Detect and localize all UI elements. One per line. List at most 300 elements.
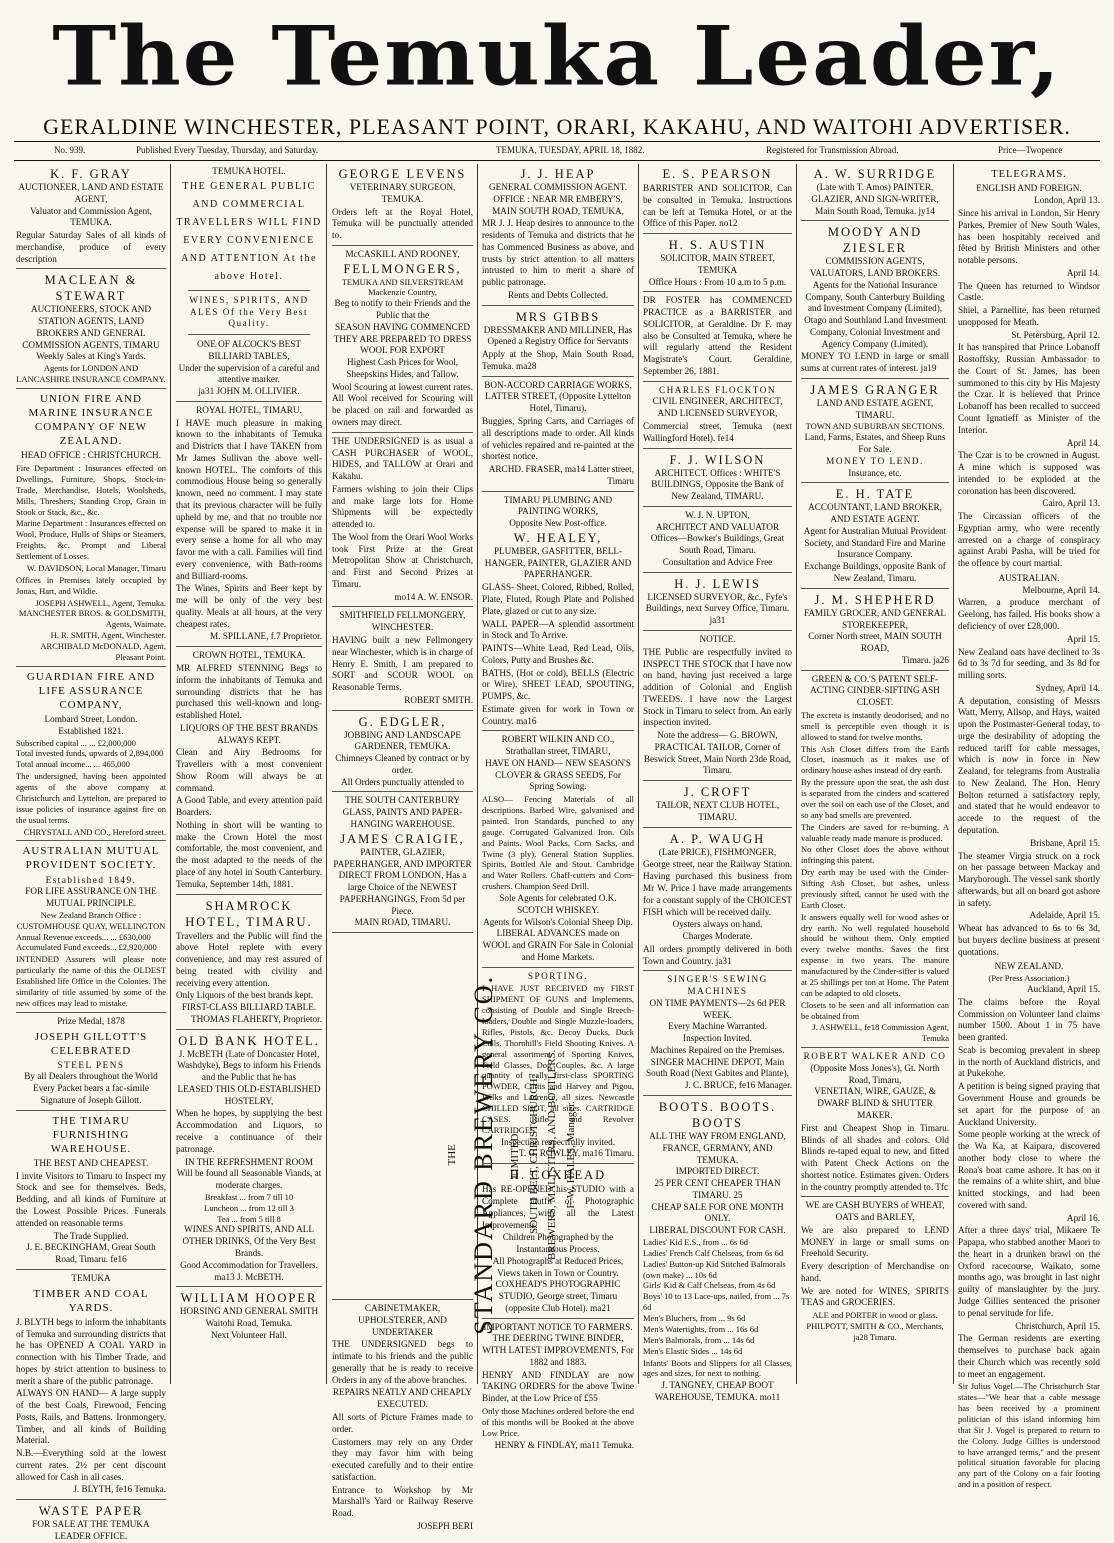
ad-text: DR FOSTER has COMMENCED PRACTICE as a BARRISTER and SOLICITOR, at Geraldine. Dr F. may also be Consulted at Temuka, where he will regularly attend the Resident Magistrate's Court. Geraldine, September 26, 1881. xyxy=(643,295,792,376)
ad-text: THE BEST AND CHEAPEST. xyxy=(33,1157,149,1168)
ad-text: OFFICE : NEAR MR EMBERY'S, MAIN SOUTH ROAD, TEMUKA, xyxy=(492,193,624,216)
news-item: Wheat has advanced to 6s to 6s 3d, but buyers decline business at present quotations. xyxy=(958,923,1100,957)
masthead xyxy=(0,0,1114,122)
ad-dr-foster xyxy=(643,295,792,377)
ad-tate xyxy=(801,486,949,584)
dateline: Sydney, April 14. xyxy=(1035,682,1100,693)
ad-text: Exchange Buildings, opposite Bank of New Zealand, Timaru. xyxy=(804,561,946,584)
ad-ensor xyxy=(332,436,473,604)
ad-text: FOR LIFE ASSURANCE ON THE MUTUAL PRINCIPLE. xyxy=(25,886,157,909)
ad-text: ROBERT SMITH. xyxy=(404,694,473,705)
ad-boots xyxy=(643,1099,792,1404)
ad-text: Entrance to Workshop by Mr Marshall's Yard or Railway Reserve Road. xyxy=(332,1484,473,1519)
ad-heading: MRS GIBBS xyxy=(515,309,601,324)
price-line: Ladies' Button-up Kid Stitched Balmorals (own make) ... 10s 6d xyxy=(643,1258,786,1280)
ad-text: Children Photographed by the Instantaneous Process. xyxy=(502,1232,614,1255)
ad-text: Dry earth may be used with the Cinder-Sifting Ash Closet, but ashes, unless previously sifted, cannot be used with the Earth Closet. xyxy=(801,867,949,910)
issue-date: TEMUKA, TUESDAY, APRIL 18, 1882. xyxy=(496,145,645,155)
news-item: The Queen has returned to Windsor Castle. xyxy=(958,280,1100,303)
ad-text: J. McBETH (Late of Doncaster Hotel, Washdyke), Begs to inform his Friends and the Public that he has xyxy=(177,1048,321,1083)
ad-craigie xyxy=(332,795,473,929)
ad-text: CIVIL ENGINEER, ARCHITECT, AND LICENSED SURVEYOR, xyxy=(652,396,783,419)
ad-heading: J. M. SHEPHERD xyxy=(814,592,936,607)
ad-text: REPAIRS NEATLY AND CHEAPLY EXECUTED. xyxy=(332,1387,473,1410)
column-2 xyxy=(176,166,322,1381)
ad-text: Nothing in short will be wanting to make the Crown Hotel the most comfortable, the most convenient, and the most adapted to the needs of the place of any hotel in South Canterbury. Temuka, September 14th, 1881. xyxy=(176,819,322,889)
ad-text: Has RE-OPENED his STUDIO with a Complete Outfit of Photographic Appliances, with all the Latest Improvements. xyxy=(482,1184,634,1230)
ad-text: CHEAP SALE FOR ONE MONTH ONLY. xyxy=(651,1201,784,1224)
ad-text: J. BLYTH begs to inform the inhabitants of Temuka and surrounding districts that he has OPENED A COAL YARD in connection with his Timber Trade, and hopes by strict attention to business to merit a share of the public patronage. xyxy=(16,1316,166,1386)
ad-text: BREWERS, MALTSTERS, AND BOTTLERS. xyxy=(546,1049,559,1261)
ad-text: THE UNDERSIGNED begs to intimate to his friends and the public generally that he is ready to receive Orders in any of the above branches. xyxy=(332,1339,473,1385)
ad-text: LATTER STREET, (Opposite Lyttelton Hotel, Timaru). xyxy=(485,391,631,414)
ad-heading: F. J. WILSON xyxy=(669,452,766,467)
dateline: April 15. xyxy=(1066,633,1100,644)
ad-text: SOUTH BELT, CHRISTCHURCH, xyxy=(527,1075,540,1235)
ad-text: Good Accommodation for Travellers. ma13 J. McBETH. xyxy=(180,1259,318,1282)
ad-text: ARCHITECT AND VALUATOR xyxy=(655,521,780,532)
ad-text: The excreta is instantly deodorised, and no smell is perceptible even though it is allowed to stand for twelve months. xyxy=(801,709,949,742)
ad-text: DRESSMAKER AND MILLINER, Has Opened a Registry Office for Servants xyxy=(483,324,633,347)
ad-text: The Wool from the Orari Wool Works took First Prize at the Great Metropolitan Show at Christchurch, and First and Second Prizes at Timaru. xyxy=(332,531,473,589)
ad-heading: AUSTRALIAN MUTUAL PROVIDENT SOCIETY. xyxy=(22,845,160,872)
ad-text: ALE and PORTER in wood or glass. PHILPOTT, SMITH & CO., Merchants, ja28 Timaru. xyxy=(806,1310,944,1342)
column-7-telegrams xyxy=(958,166,1100,1490)
ad-text: Established 1849. xyxy=(45,874,137,885)
ad-heading: WILLIAM HOOPER xyxy=(180,1291,318,1306)
ad-text: Land, Farms, Estates, and Sheep Runs For Sale. xyxy=(804,432,946,455)
ad-upton xyxy=(643,510,792,569)
ad-text: LIBERAL ADVANCES made on WOOL and GRAIN For Sale in Colonial and Home Markets. xyxy=(482,928,634,962)
ad-text: By all Dealers throughout the World xyxy=(24,1071,158,1082)
ad-text: PLUMBER, GASFITTER, BELL-HANGER, PAINTER, GLAZIER AND PAPERHANGER. xyxy=(484,545,632,580)
column-divider xyxy=(796,164,797,1384)
ad-text: We are noted for WINES, SPIRITS TEAS and GROCERIES. xyxy=(801,1285,949,1308)
ad-text: George street, near the Railway Station. Having purchased this business from Mr W. Price I have made arrangements for a constant supply of the CHOICEST FISH which will be received daily. xyxy=(643,859,792,917)
ad-heading: ROBERT WALKER AND CO xyxy=(803,1051,947,1062)
ad-union-fire xyxy=(16,392,166,663)
ad-heading: G. EDGLER, xyxy=(358,714,447,729)
column-divider xyxy=(638,164,639,1384)
price: Price—Twopence xyxy=(998,145,1063,155)
ad-text: MAIN ROAD, TIMARU. xyxy=(354,917,451,928)
ad-text: Rents and Debts Collected. xyxy=(507,289,609,300)
ad-text: IN THE REFRESHMENT ROOM Will be found all Seasonable Viands, at moderate charges. xyxy=(176,1156,322,1191)
ad-text: Estimate given for work in Town or Country. ma16 xyxy=(482,703,634,726)
ad-philpott xyxy=(801,1200,949,1343)
news-item: The steamer Virgia struck on a rock on her passage between Mackay and Maryborough. The vessel sank shortly afterwards, but all on board got ashore in safety. xyxy=(958,850,1100,908)
news-item: After a three days' trial, Mikaere Te Papapa, who stabbed another Maori to the heart in a drunken brawl on the Oxford racecourse, Waikato, some months ago, was brought in last night guilty of manslaughter by the jury. Judge Gillies sentenced the prisoner to penal servitude for life. xyxy=(958,1225,1100,1318)
ad-text: Sole Agents for celebrated O.K. SCOTCH WHISKEY. xyxy=(499,893,617,915)
ad-text: Under the supervision of a careful and attentive marker. xyxy=(178,362,320,385)
ad-text: We are also prepared to LEND MONEY in large or small sums on Freehold Security. xyxy=(801,1224,949,1259)
dateline: Christchurch, April 15. xyxy=(1015,1320,1100,1331)
ad-text: (Late PRICE), FISHMONGER, xyxy=(658,846,777,857)
ad-heading: JOSEPH GILLOTT'S CELEBRATED xyxy=(34,1030,148,1057)
dateline: Adelaide, April 15. xyxy=(1029,910,1100,921)
ad-text: STEEL PENS xyxy=(57,1059,125,1070)
ad-text: Waitohi Road, Temuka. xyxy=(205,1318,293,1329)
ad-text: It answers equally well for wood ashes or dry earth. No well regulated household should be without them. Only emptied every twelve months. Saves the first expense in two years. The manure manufactured by the Cinder-sifter is valued at 25 shillings per ton at Home. The Patent can be adapted to old closets. xyxy=(801,911,949,998)
news-item: Some people working at the wreck of the Wa Ka, at Kaipara, discovered another body close to where the Rona's boat came ashore. It has on it the remains of a white shirt, and blue knitted stockings, and had been covered with sand. xyxy=(958,1129,1100,1210)
ad-text: GENERAL COMMISSION AGENT. xyxy=(488,182,628,192)
ad-notice-brown xyxy=(643,634,792,777)
ad-text: COMMISSION AGENTS, VALUATORS, LAND BROKERS. xyxy=(809,256,941,279)
ad-text: By the pressure upon the seat, the ash dust is separated from the cinders and scattered over the soil on each use of the Closet, and so any bad smells are prevented. xyxy=(801,777,949,820)
price-line: Men's Bluchers, from ... 9s 6d xyxy=(643,1313,746,1324)
ad-heading: W. J. N. UPTON, xyxy=(685,509,750,520)
ad-text: Buggies, Spring Carts, and Carriages of all descriptions made to order. All kinds of vehicles repaired and re-painted at the shortest notice. xyxy=(482,416,634,462)
ad-text: Farmers wishing to join their Clips and make large lots for Home Shipments will be expectedly attended to. xyxy=(332,483,473,530)
ad-text: ja31 JOHN M. OLLIVIER. xyxy=(198,386,300,397)
ad-text: New Zealand Branch Office : CUSTOMHOUSE QUAY, WELLINGTON xyxy=(16,909,166,931)
ad-text: When he hopes, by supplying the best Accommodation and Liquors, to receive a continuance of their patronage. xyxy=(176,1108,322,1154)
ad-text: The Trade Supplied. xyxy=(53,1230,129,1241)
ad-text: MONEY TO LEND in large or small sums at current rates of interest. ja19 xyxy=(801,351,949,374)
ad-text: J. TANGNEY, CHEAP BOOT WAREHOUSE, TEMUKA. mo11 xyxy=(654,1380,781,1403)
ad-text: M. SPILLANE, f.7 Proprietor. xyxy=(209,631,322,642)
ad-heading: CHARLES FLOCKTON xyxy=(659,384,776,395)
ad-heading: MACLEAN & STEWART xyxy=(44,273,138,304)
ad-text: Apply at the Shop, Main South Road, Temuka. ma28 xyxy=(482,349,634,371)
ad-text: The Wines, Spirits and Beer kept by me will be only of the very best quality. Meals at all hours, at the very cheapest rates. xyxy=(176,583,322,629)
ad-text: Clean and Airy Bedrooms for Travellers with a most convenient Show Room will always be at command. xyxy=(176,747,322,793)
issue-info-bar xyxy=(18,145,1098,159)
ad-text: ARCHITECT. Offices : WHITE'S BUILDINGS, Opposite the Bank of New Zealand, TIMARU. xyxy=(651,467,784,502)
ad-heading: GUARDIAN FIRE AND LIFE ASSURANCE COMPANY, xyxy=(26,670,156,711)
ad-moody-ziesler xyxy=(801,224,949,375)
ad-heading: ROYAL HOTEL, TIMARU. xyxy=(196,404,302,415)
ad-text: FIRST-CLASS BILLIARD TABLE. xyxy=(181,1002,317,1013)
ad-text: I HAVE JUST RECEIVED my FIRST SHIPMENT OF GUNS and Implements, consisting of Double and Single Breech-loaders, Double and Single Muzzle-loaders, Rifles, Pistols, &c. Decoy Ducks, Duck Calls. Thornhill's Field Shooting Knives. A general assortment of Sporting Knives, Field Glasses, Dog Couples, &c. A large quantity of really first-class SPORTING POWDER, Curtis and Harvey and Pigou, Wilks and Laurence, all sizes. Newcastle CHILLED SHOT, all sizes. CARTRIDGE CASES. Rifle and Revolver CARTRIDGES. xyxy=(482,983,634,1135)
ad-singer xyxy=(643,974,792,1092)
ad-text: I invite Visitors to Timaru to Inspect my Stock and see for themselves. Beds, Bedding, and all kinds of Furniture at the Lowest Possible Prices. Funerals attended on reasonable terms xyxy=(16,1170,166,1228)
ad-text: LIQUORS OF THE BEST BRANDS ALWAYS KEPT. xyxy=(179,722,318,745)
ad-text: I HAVE much pleasure in making known to the inhabitants of Temuka and Districts that I have TAKEN from Mr James Sullivan the above well-known HOTEL. The comforts of this commodious House being so generally known, need no comment. I may state that its previous character will be fully upheld by me, and that no trouble nor expense will be spared to make it in every sense a home for all who may favor me with a call. Families will find every convenience, with Bath-rooms and Billiard-rooms. xyxy=(176,417,322,581)
ad-text: Chimneys Cleaned by contract or by order. xyxy=(335,753,470,775)
ad-william-hooper xyxy=(176,1290,322,1341)
ad-heading: H. J. LEWIS xyxy=(674,576,761,591)
price-line: Boys' 10 to 13 Lace-ups, nailed, from ... 7s 6d xyxy=(643,1291,790,1313)
telegrams-heading: TELEGRAMS. xyxy=(991,169,1067,180)
ad-bon-accord xyxy=(482,380,634,488)
ad-text: Insurance, etc. xyxy=(848,467,902,478)
ad-text: Subscribed capital ... ... £2,000,000 xyxy=(16,737,136,748)
ad-text: Offices in Premises lately occupied by Jonas, Hart, and Wildie. xyxy=(16,574,166,596)
column-divider xyxy=(953,164,954,1384)
ad-heap xyxy=(482,166,634,302)
ad-text: ALWAYS ON HAND— A large supply of the best Coals, Firewood, Fencing Posts, Rails, and Battens. Ironmongery, Timber, and all kinds of Building Material. xyxy=(16,1388,166,1446)
ad-heading: A. P. WAUGH xyxy=(669,831,766,846)
ad-text: Oysters always on hand. xyxy=(672,919,763,930)
news-item: Since his arrival in London, Sir Henry Parkes, Premier of New South Wales, has been hospitably received and fêted by British Ministers and other notable persons. xyxy=(958,207,1100,266)
ad-heading: H. COXHEAD xyxy=(509,1168,607,1183)
section-heading: AUSTRALIAN. xyxy=(998,572,1060,583)
ad-text: ALL THE WAY FROM ENGLAND, FRANCE, GERMANY, AND TEMUKA. xyxy=(649,1131,786,1165)
ad-text: SOLICITOR, MAIN STREET, TEMUKA xyxy=(660,253,775,275)
column-5 xyxy=(643,166,792,1403)
masthead-subtitle: GERALDINE WINCHESTER, PLEASANT POINT, ORARI, KAKAHU, AND WAITOHI ADVERTISER. xyxy=(43,114,1071,139)
ad-text: FOR SALE AT THE TEMUKA LEADER OFFICE. xyxy=(32,1519,150,1542)
ad-text: ARCHIBALD McDONALD, Agent, Pleasant Point. xyxy=(40,641,166,662)
dateline: Melbourne, April 14. xyxy=(1022,584,1100,595)
column-divider xyxy=(170,164,171,1384)
news-item: The Circassian officers of the Egyptian army, who were recently arrested on a charge of conspiracy against Arabi Pasha, will be tried for the offence by court martial. xyxy=(958,511,1100,569)
news-item: A deputation, consisting of Messrs Watt, Merry, Allsop, and Hays, waited upon the Postmaster-General today, to urge the desirability of adopting the reduced tariff for cable messages, which is now in force in New Zealand, for telegrams from Australia to New Zealand. The Hon. Henry Bolton returned a satisfactory reply, and stated that he would endeavor to accede to the request of the deputation. xyxy=(958,695,1100,836)
ad-text: First and Cheapest Shop in Timaru. Blinds of all shades and colors. Old Blinds re-taped equal to new, and fitted with Patent Check Actions on the shortest notice. Estimates given. Orders in the country promptly attended to. Tfc xyxy=(801,1122,949,1192)
ad-text: THE Public are respectfully invited to INSPECT THE STOCK that I have now on hand, having just received a large addition of Colonial and English TWEEDS. I have now the Largest Stock in Timaru to select from. An early inspection invited. xyxy=(643,646,792,728)
dateline: Cairo, April 13. xyxy=(1042,498,1100,509)
ad-text: Office Hours : From 10 a.m to 5 p.m. xyxy=(648,276,787,287)
ad-crown-hotel xyxy=(176,650,322,890)
ad-text: H. R. SMITH, Agent, Winchester. xyxy=(50,630,166,641)
ad-heading: GREEN & CO.'S PATENT SELF-ACTING CINDER-SIFTING ASH CLOSET. xyxy=(810,673,940,708)
ad-mrs-gibbs xyxy=(482,309,634,373)
ad-text: WINES, SPIRITS, AND ALES Of the Very Best Quality. xyxy=(189,294,309,329)
ad-heading: CROWN HOTEL, TEMUKA. xyxy=(192,650,306,661)
news-item: New Zealand oats have declined to 3s 6d to 3s 7d for seeding, and 3s 8d for milling sorts. xyxy=(958,646,1100,681)
ad-heading: K. F. GRAY xyxy=(50,167,132,181)
ad-text: WINES AND SPIRITS, AND ALL OTHER DRINKS, Of the Very Best Brands. xyxy=(182,1224,316,1258)
ad-text: Established 1821. xyxy=(58,725,124,736)
ad-text: TAILOR, NEXT CLUB HOTEL, TIMARU. xyxy=(655,800,780,822)
ad-heading: STANDARD BREWERY CO. xyxy=(468,975,498,1335)
ad-text: The undersigned, having been appointed agents of the above company at Christchurch and Lyttelton, are prepared to issue policies of insurance against fire on the usual terms. xyxy=(16,771,166,825)
news-item: Sir Julius Vogel.—The Christchurch Star states—"We hear that a cable message has been received by a prominent politician of this island informing him that Sir J. Vogel is prepared to return to the Colony. Judge Gillies is understood to have arranged terms," and the present political situation favorable for placing any part of the Colony on a fair footing and in a position of respect. xyxy=(958,1381,1100,1490)
ad-heading: THE TIMARU FURNISHING WAREHOUSE. xyxy=(50,1114,132,1155)
dateline: London, April 13. xyxy=(1034,195,1100,206)
ad-text: Every Machine Warranted. xyxy=(668,1021,767,1032)
ad-text: GLASS, PAINTS AND PAPER-HANGING WAREHOUSE. xyxy=(342,807,463,829)
ad-text: INTENDED Assurers will please note particularly the name of this the OLDEST Established life Office in the Colonies. The similarity of title assumed by some of the new offices may lead to mistake. xyxy=(16,954,166,1008)
ad-heading: H. S. AUSTIN xyxy=(668,238,767,253)
ad-text: Consultation and Advice Free xyxy=(662,556,773,567)
ad-text: AUCTIONEERS, STOCK AND STATION AGENTS, LAND BROKERS AND GENERAL COMMISSION AGENTS, TIMARU xyxy=(22,304,160,350)
ad-text: THE UNDERSIGNED is as usual a CASH PURCHASER of WOOL, HIDES, and TALLOW at Orari and Kakahu. xyxy=(332,435,473,482)
ad-heading: MOODY AND ZIESLER xyxy=(827,225,923,256)
ad-furnishing-warehouse xyxy=(16,1114,166,1266)
ad-text: J. E. BECKINGHAM, Great South Road, Timaru. fe16 xyxy=(26,1242,156,1265)
masthead-title: The Temuka Leader, xyxy=(52,8,1062,105)
price-line: Men's Elastic Sides ... 14s 6d xyxy=(643,1345,743,1356)
ad-text: mo14 A. W. ENSOR. xyxy=(394,591,473,602)
publication-schedule: Published Every Tuesday, Thursday, and Saturday. xyxy=(136,145,319,155)
ad-text: GLASS- Sheet, Colored, Ribbed, Rolled, Plate, Fluted, Rough Plate and Polished Plate, glazed or cut to any size. xyxy=(482,582,634,616)
ad-text: JOBBING AND LANDSCAPE GARDENER, TEMUKA. xyxy=(344,729,461,752)
ad-heading: OLD BANK HOTEL. xyxy=(178,1033,320,1048)
ad-text: LEASED THIS OLD-ESTABLISHED HOSTELRY, xyxy=(177,1083,321,1106)
ad-lewis xyxy=(643,576,792,627)
ad-heading: SPORTING. xyxy=(527,970,589,981)
column-1 xyxy=(16,166,166,1542)
ad-heading: JAMES CRAIGIE, xyxy=(340,831,465,846)
ad-text: J. BLYTH, fe16 Temuka. xyxy=(73,1484,166,1495)
ad-text: HAVE ON HAND— NEW SEASON'S CLOVER & GRASS SEEDS, For Spring Sowing. xyxy=(485,757,631,792)
ad-heading: ROBERT WILKIN AND CO., Strathallan street, TIMARU, xyxy=(501,734,615,757)
ad-text: Agents for LONDON AND LANCASHIRE INSURANCE COMPANY. xyxy=(16,363,166,385)
ad-heading: SMITHFIELD FELLMONGERY, WINCHESTER. xyxy=(339,610,466,633)
news-item: Warren, a produce merchant of Geelong, has failed. His books show a deficiency of over £28,000. xyxy=(958,597,1100,631)
ad-text: ON TIME PAYMENTS—2s 6d PER WEEK. xyxy=(649,997,786,1020)
ad-text: All sorts of Picture Frames made to order. xyxy=(332,1411,473,1434)
ad-text: WALL PAPER—A splendid assortment in Stock and To Arrive. xyxy=(482,618,634,641)
ad-text: Customers may rely on any Order they may favor him with being executed carefully and to their entire satisfaction. xyxy=(332,1436,473,1482)
ad-text: Wool Scouring at lowest current rates. All Wool received for Scouring will be placed on rail and forwarded as owners may direct. xyxy=(332,381,473,427)
section-heading: NEW ZEALAND. xyxy=(994,961,1064,972)
ad-heading: BON-ACCORD CARRIAGE WORKS, xyxy=(484,379,632,390)
ad-text: Commercial street, Temuka (next Wallingford Hotel). fe14 xyxy=(643,421,792,443)
ad-heading: SHAMROCK HOTEL, TIMARU. xyxy=(185,898,313,929)
ad-heading: WE are CASH BUYERS of WHEAT, OATS and BARLEY, xyxy=(805,1200,945,1223)
ad-text: Closets to be seen and all information can be obtained from xyxy=(801,999,949,1021)
ad-shepherd xyxy=(801,592,949,667)
ad-text: AUCTIONEER, LAND AND ESTATE AGENT, xyxy=(18,182,164,204)
ad-text: IMPORTED DIRECT. xyxy=(675,1166,760,1177)
ad-text: ALSO— Fencing Materials of all descriptions. Barbed Wire, galvanised and painted. Iron Standards, punched to any gauge. Corrugated Galvanized Iron. Oils and Paints. Wool Packs, Corn Sacks, and Twine (3 ply). General Station Supplies. Spirits, Bottled Ale and Stout. Cambridge and Water Rollers. Chaff-cutters and Corn-crushers. Champion Seed Drill. xyxy=(482,794,634,892)
ad-text: No other Closet does the above without infringing this patent. xyxy=(801,844,949,866)
news-item: The Czar is to be crowned in August. A mine which is supposed was intended to be exploded at the coronation has been discovered. xyxy=(958,450,1100,496)
ad-text: SEASON HAVING COMMENCED THEY ARE PREPARED TO DRESS WOOL FOR EXPORT xyxy=(333,321,472,356)
ad-text: HAVING built a new Fellmongery near Winchester, which is in charge of Henry E. Smith, I am prepared to SORT and SCOUR WOOL on Reasonable Terms. xyxy=(332,635,473,693)
ad-surridge xyxy=(801,166,949,217)
ad-old-bank-hotel xyxy=(176,1033,322,1284)
ad-edgler xyxy=(332,714,473,789)
ad-text: Agents for the National Insurance Company, South Canterbury Building and Investment Company (Limited), Otago and Southland Land Investment Company, Colonial Investment and Agency Company (Limited). xyxy=(804,279,946,349)
news-item: The German residents are exerting themselves to purchase back again their Church which was recently sold to meet an engagement. xyxy=(958,1333,1100,1379)
ad-text: Offices—Bowker's Buildings, Great South Road, Timaru. xyxy=(650,533,785,556)
ad-text: Fire Department : Insurances effected on Dwellings, Furniture, Shops, Stock-in-Trade, Merchandise, Hotels, Woolsheds, Mills, Threshers, Standing Crop, Grain in Stook or Stack, &c., &c. xyxy=(16,463,166,517)
news-item: It has transpired that Prince Lobanoff Rostoffsky, Russian Ambassador to the Court of St. James, has been summoned to this city by His Majesty the Czar. It is believed that Prince Lobanoff has been recalled to succeed Count Ignatieff as Minister of the Interior. xyxy=(958,342,1100,435)
ad-text: BARRISTER AND SOLICITOR, Can be consulted in Temuka. Instructions can be left at Temuka Hotel, or at the Office of this Paper. no12 xyxy=(643,183,792,229)
ad-heading: E. H. TATE xyxy=(835,487,915,502)
ad-text: Next Volunteer Hall. xyxy=(211,1329,287,1340)
column-divider xyxy=(326,164,327,1384)
ad-text: All orders promptly delivered in both Town and Country. ja31 xyxy=(643,943,792,966)
ad-heading: TIMBER AND COAL YARDS. xyxy=(33,1287,149,1314)
ad-text: PAINTER, GLAZIER, PAPERHANGER, AND IMPORTER DIRECT FROM LONDON, Has a large Choice of the NEWEST PAPERHANGINGS, From 5d per Piece. xyxy=(333,846,472,916)
ad-text: Only those Machines ordered before the end of this months will be Booked at the above Low Price. xyxy=(482,1406,634,1438)
ad-waste-paper xyxy=(16,1503,166,1543)
ad-heading: TIMARU PLUMBING AND PAINTING WORKS, xyxy=(503,494,613,517)
ad-text: W. DAVIDSON, Local Manager, Timaru xyxy=(26,562,166,573)
ad-text: MANCHESTER BROS. & GOLDSMITH, Agents, Waimate. xyxy=(18,608,166,630)
ad-text: Accumulated Fund exceeds... £2,920,000 xyxy=(16,942,157,953)
ad-gillott xyxy=(16,1016,166,1107)
ad-amp-society xyxy=(16,844,166,1008)
masthead-rule-top xyxy=(14,141,1100,142)
issue-number: No. 939. xyxy=(54,145,86,155)
ad-text: TEMUKA AND SILVERSTREAM Mackenzie Country, xyxy=(341,276,464,298)
ad-text: LIBERAL DISCOUNT FOR CASH. xyxy=(649,1225,786,1236)
ad-text: J. C. BRUCE, fe16 Manager. xyxy=(684,1080,792,1091)
ad-text: Note the address— G. BROWN, PRACTICAL TAILOR, Corner of Beswick Street, Main North 23de Road, Timaru. xyxy=(643,730,792,776)
dateline: April 14. xyxy=(1066,437,1100,448)
ad-text: FAMILY GROCER, AND GENERAL STOREKEEPER, xyxy=(804,607,946,630)
masthead-rule-bottom xyxy=(14,160,1100,161)
ad-text: Total annual income... ... 465,000 xyxy=(16,759,130,770)
dateline: April 14. xyxy=(1066,267,1100,278)
ad-text: HORSING AND GENERAL SMITH xyxy=(179,1306,319,1317)
ad-text: Marine Department : Insurances effected on Wool, Produce, Hulls of Ships or Steamers, Freights, &c. Prompt and Liberal Settlement of Losses. xyxy=(16,518,166,562)
ad-text: Tea ... from 5 till 8 xyxy=(217,1213,281,1224)
ad-text: THE GENERAL PUBLIC AND COMMERCIAL TRAVELLERS WILL FIND EVERY CONVENIENCE AND ATTENTION At the above Hotel. xyxy=(176,180,322,282)
ad-text: F. W. HALES, Manager. xyxy=(565,1101,578,1209)
ad-text: Infants' Boots and Slippers for all Classes, ages and sizes, for next to nothing. xyxy=(643,1357,792,1379)
ad-text: A Good Table, and every attention paid Boarders. xyxy=(176,795,322,818)
ad-text: SINGER MACHINE DEPOT, Main South Road (Next Gabites and Plante), xyxy=(646,1056,789,1079)
ad-text: T. G. ROWLEY, ma16 Timaru. xyxy=(518,1148,634,1159)
price-line: Men's Watertights, from ... 16s 6d xyxy=(643,1323,759,1334)
ad-text: Machines Repaired on the Premises. xyxy=(650,1044,785,1055)
ad-text: Only Liquors of the best brands kept. xyxy=(176,990,314,1001)
dateline: Brisbane, April 15. xyxy=(1030,837,1100,848)
ad-maclean-stewart xyxy=(16,272,166,385)
ad-text: Travellers and the Public will find the above Hotel replete with every convenience, and may rest assured of being treated with civility and receiving every attention. xyxy=(176,930,322,988)
ad-text: Beg to notify to their Friends and the Public that the xyxy=(334,298,471,321)
ad-text: Annual Revenue exceeds... ... £630,000 xyxy=(16,931,151,942)
ad-austin xyxy=(643,237,792,288)
ad-text: Orders left at the Royal Hotel, Temuka will be punctually attended to. xyxy=(332,206,473,241)
ad-text: Every description of Merchandise on hand. xyxy=(801,1261,949,1283)
price-line: Girls' Kid & Calf Chelseas, from 4s 6d xyxy=(643,1280,776,1291)
ad-text: LIMITED. xyxy=(509,1130,522,1179)
ad-text: This Ash Closet differs from the Earth Closet, inasmuch as it makes use of ordinary house ashes instead of dry earth. xyxy=(801,743,949,776)
ad-text: Timaru. ja26 xyxy=(901,654,949,665)
ad-text: Total invested funds, upwards of 2,894,000 xyxy=(16,748,164,759)
ad-heading: JAMES GRANGER xyxy=(810,382,940,397)
ad-granger xyxy=(801,382,949,479)
ad-text: J. ASHWELL, fe18 Commission Agent, Temuka xyxy=(812,1022,949,1044)
ad-text: Inspection Invited. xyxy=(683,1033,752,1044)
ad-fellmongers xyxy=(332,249,473,429)
ad-text: MONEY TO LEND. xyxy=(826,455,924,466)
ad-croft xyxy=(643,784,792,824)
ad-walker xyxy=(801,1051,949,1193)
ad-text: 25 PER CENT CHEAPER THAN TIMARU. 25 xyxy=(654,1178,781,1200)
ad-heading: CABINETMAKER, UPHOLSTERER, AND UNDERTAKER xyxy=(358,1303,447,1337)
ad-text: HEAD OFFICE : CHRISTCHURCH. xyxy=(21,450,161,461)
ad-text: Breakfast ... from 7 till 10 xyxy=(204,1191,294,1202)
ad-text: McCASKILL AND ROONEY, xyxy=(345,248,460,259)
ad-gray xyxy=(16,166,166,265)
ad-text: THE DEERING TWINE BINDER, WITH LATEST IMPROVEMENTS, For 1882 and 1883. xyxy=(482,1333,634,1367)
ad-text: MR ALFRED STENNING Begs to inform the inhabitants of Temuka and surrounding districts that he has purchased this well-known and long-established Hotel. xyxy=(176,662,322,721)
ad-text: Agent for Australian Mutual Provident Society, and Standard Fire and Marine Insurance Company. xyxy=(803,525,947,560)
ad-heading: TEMUKA HOTEL. xyxy=(212,166,286,176)
ad-text: Charges Moderate. xyxy=(682,931,753,942)
source-note: (Per Press Association.) xyxy=(988,973,1070,984)
dateline: April 16. xyxy=(1066,1212,1100,1223)
ad-text: VENETIAN, WIRE, GAUZE, & DWARF BLIND & SHUTTER MAKER. xyxy=(814,1086,936,1120)
registration-notice: Registered for Transmission Abroad. xyxy=(766,145,899,155)
price-line: Men's Balmorals, from ... 14s 6d xyxy=(643,1334,755,1345)
column-6 xyxy=(801,166,949,1381)
ad-text: ACCOUNTANT, LAND BROKER, AND ESTATE AGENT. xyxy=(808,502,942,525)
ad-text: Lombard Street, London. xyxy=(44,714,138,724)
ad-text: JOSEPH BERI xyxy=(417,1520,473,1531)
ad-pearson xyxy=(643,166,792,230)
ad-wilson xyxy=(643,452,792,503)
ad-heading: BOOTS. BOOTS. BOOTS xyxy=(658,1100,777,1130)
ad-george-levens xyxy=(332,166,473,242)
ad-heading: NOTICE. xyxy=(699,633,736,644)
ad-text: ARCHD. FRASER, ma14 Latter street, Timaru xyxy=(488,464,634,486)
ad-text: All Photographs at Reduced Prices, xyxy=(492,1255,624,1266)
ad-heading: UNION FIRE AND MARINE INSURANCE COMPANY OF NEW ZEALAND. xyxy=(28,392,154,448)
dateline: St. Petersburg, April 12. xyxy=(1011,329,1100,340)
ad-text: Every Packet bears a fac-simile Signature of Joseph Gillott. xyxy=(33,1083,149,1105)
ad-text: MR J. J. Heap desires to announce to the residents of Temuka and districts that he has Commenced Business as above, and trusts by strict attention to all matters intrusted to him to merit a share of public patronage. xyxy=(482,218,634,288)
